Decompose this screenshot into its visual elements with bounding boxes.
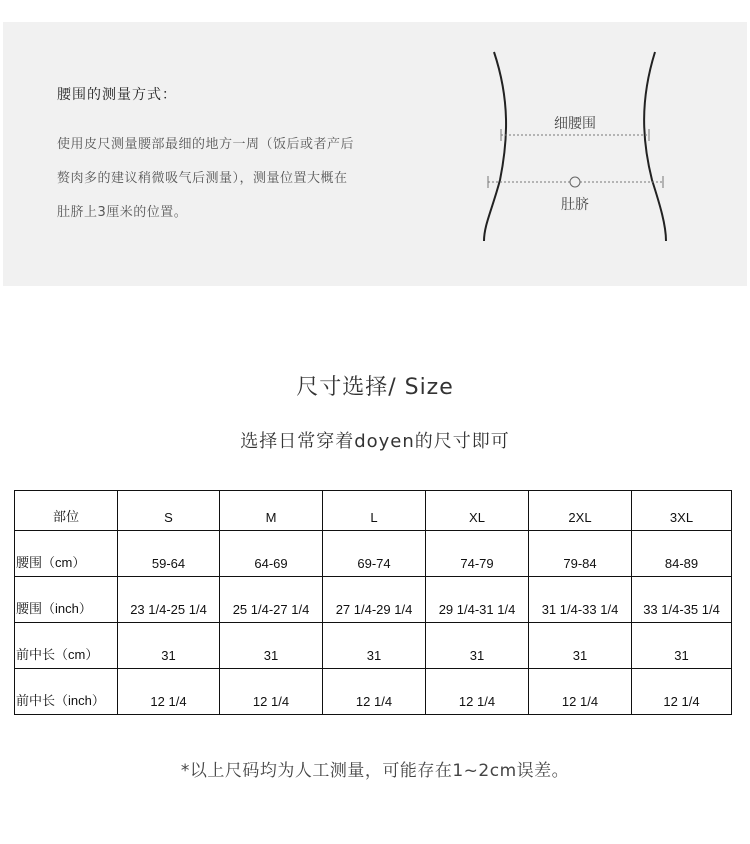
table-cell: 69-74	[323, 531, 426, 577]
table-cell: 29 1/4-31 1/4	[426, 577, 529, 623]
table-cell: 31	[118, 623, 220, 669]
navel-label: 肚脐	[561, 197, 589, 213]
size-header-cell: 3XL	[632, 491, 732, 531]
table-cell: 79-84	[529, 531, 632, 577]
table-cell: 31 1/4-33 1/4	[529, 577, 632, 623]
measurement-line: 使用皮尺测量腰部最细的地方一周（饭后或者产后	[57, 137, 355, 152]
size-subtitle: 选择日常穿着doyen的尺寸即可	[240, 431, 510, 452]
table-cell: 74-79	[426, 531, 529, 577]
measurement-line: 赘肉多的建议稍微吸气后测量），测量位置大概在	[57, 171, 348, 186]
table-cell: 27 1/4-29 1/4	[323, 577, 426, 623]
waist-label: 细腰围	[554, 116, 596, 132]
table-row	[15, 577, 732, 623]
table-cell: 12 1/4	[220, 669, 323, 715]
table-cell: 12 1/4	[118, 669, 220, 715]
table-row	[15, 531, 732, 577]
row-label: 腰围（inch）	[15, 577, 118, 623]
table-cell: 31	[529, 623, 632, 669]
size-header-cell: M	[220, 491, 323, 531]
row-label: 前中长（cm）	[15, 623, 118, 669]
table-cell: 31	[632, 623, 732, 669]
table-header-row	[15, 491, 732, 531]
size-title: 尺寸选择/ Size	[296, 375, 454, 400]
table-row	[15, 623, 732, 669]
body-outline-left	[484, 52, 506, 241]
measurement-line: 肚脐上3厘米的位置。	[57, 205, 188, 220]
table-cell: 31	[323, 623, 426, 669]
size-table	[14, 490, 732, 715]
table-cell: 31	[220, 623, 323, 669]
footnote: *以上尺码均为人工测量，可能存在1~2cm误差。	[180, 761, 570, 781]
row-label: 前中长（inch）	[15, 669, 118, 715]
size-header-cell: L	[323, 491, 426, 531]
table-cell: 33 1/4-35 1/4	[632, 577, 732, 623]
size-header-cell: 2XL	[529, 491, 632, 531]
size-header-cell: S	[118, 491, 220, 531]
navel-marker	[570, 177, 580, 187]
table-cell: 12 1/4	[323, 669, 426, 715]
table-cell: 12 1/4	[529, 669, 632, 715]
table-cell: 84-89	[632, 531, 732, 577]
table-header-cell: 部位	[15, 491, 118, 531]
table-row	[15, 669, 732, 715]
measurement-title: 腰围的测量方式：	[57, 87, 177, 103]
table-cell: 64-69	[220, 531, 323, 577]
table-cell: 12 1/4	[426, 669, 529, 715]
table-cell: 12 1/4	[632, 669, 732, 715]
waist-figure-illustration	[470, 40, 680, 250]
table-cell: 31	[426, 623, 529, 669]
measurement-description	[57, 128, 432, 230]
body-outline-right	[644, 52, 666, 241]
row-label: 腰围（cm）	[15, 531, 118, 577]
size-header-cell: XL	[426, 491, 529, 531]
table-cell: 25 1/4-27 1/4	[220, 577, 323, 623]
table-cell: 23 1/4-25 1/4	[118, 577, 220, 623]
table-cell: 59-64	[118, 531, 220, 577]
